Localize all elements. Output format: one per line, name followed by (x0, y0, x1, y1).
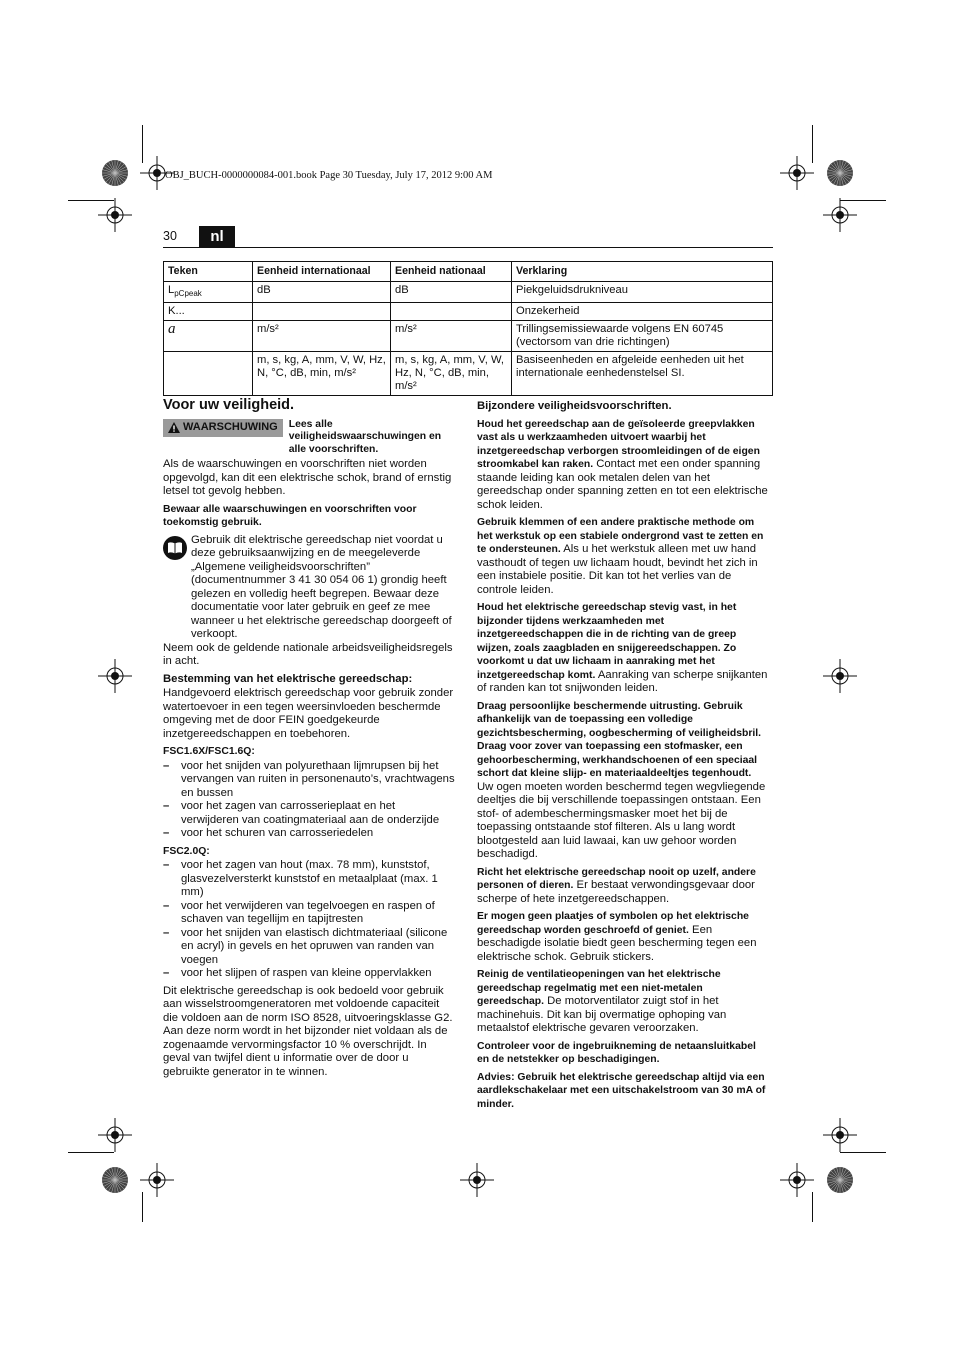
registration-crosshair-icon (98, 198, 132, 232)
crop-mark-line (142, 1192, 143, 1222)
list-item: – voor het schuren van carrosseriedelen (163, 827, 456, 841)
table-row (164, 303, 773, 321)
safety-rule-text: De motorventilator zuigt stof in het machinehuis. Dit kan bij overmatige ophoping van metaalstof elektrische gevaren veroorzaken. (477, 995, 727, 1034)
subheading-fsc2: FSC2.0Q: (163, 845, 210, 857)
registration-starburst-icon (826, 159, 854, 187)
symbol-cell (164, 352, 253, 396)
symbol-cell: a (164, 321, 253, 352)
table-row (164, 321, 773, 352)
safety-rule-bold: Houd het elektrische gereedschap stevig vast, in het bijzonder tijdens werkzaamheden met inzetgereedschappen die in de richting van de greep wijzen, zoals zaagbladen en snijgereedschappen. Zo voorkomt u dat uw lichaam in aanraking met het inzetgereedschap komt. (477, 602, 737, 681)
paragraph: Neem ook de geldende nationale arbeidsveiligheidsregels in acht. (163, 641, 453, 667)
safety-rule-bold: Draag persoonlijke beschermende uitrusting. Gebruik afhankelijk van de toepassing een volledige gezichtsbescherming, oogbescherming of veiligheidsbril. Draag voor zover van toepassing een stofmasker, een gehoorbescherming, werkhandschoenen of een speciaal schort dat kleine slijp- en materiaaldeeltjes tegenhoudt. (477, 700, 762, 779)
symbol-main: L (168, 284, 175, 296)
crop-mark-line (68, 200, 114, 201)
symbol-cell (164, 282, 253, 303)
safety-rule (477, 700, 770, 862)
list-item: – voor het zagen van carrosserieplaat en het verwijderen van coatingmateriaal aan de onderzijde (163, 800, 456, 827)
safety-rule (477, 866, 770, 907)
unit-intl-cell: dB (253, 282, 391, 303)
table-row (164, 282, 773, 303)
list-item: – voor het verwijderen van tegelvoegen en raspen of schaven van tegellijm en tapijtresten (163, 900, 456, 927)
paragraph: Handgevoerd elektrisch gereedschap voor gebruik zonder watertoevoer in een tegen weersinvloeden beschermde omgeving met de door FEIN goedgekeurde inzetgereedschappen en toebehoren. (163, 687, 454, 740)
unit-national-cell: m/s² (391, 321, 512, 352)
paragraph: Als de waarschuwingen en voorschriften niet worden opgevolgd, kan dit een elektrische schok, brand of ernstig letsel tot gevolg hebben. (163, 458, 452, 497)
paragraph: Gebruik dit elektrische gereedschap niet voordat u deze gebruiksaanwijzing en de meegeleverde „Algemene veiligheidsvoorschriften” (documentnummer 3 41 30 054 06 1) grondig heeft gelezen en volledig heeft begrepen. Bewaar deze documentatie voor later gebruik en geef ze mee wanneer u het elektrische gereedschap doorgeeft of verkoopt. (191, 533, 452, 640)
subheading-fsc1: FSC1.6X/FSC1.6Q: (163, 746, 255, 757)
warning-text: Lees alle veiligheidswaarschuwingen en alle voorschriften. (288, 418, 442, 455)
safety-rule (477, 910, 770, 964)
registration-crosshair-icon (98, 659, 132, 693)
unit-national-cell (391, 303, 512, 321)
unit-intl-cell: m, s, kg, A, mm, V, W, Hz, N, °C, dB, min, m/s² (253, 352, 391, 396)
crop-mark-line (812, 125, 813, 163)
safety-rule-bold: Reinig de ventilatieopeningen van het elektrische gereedschap regelmatig met een niet-metalen gereedschap. (477, 969, 721, 1007)
warning-triangle-icon (168, 422, 180, 433)
safety-rule-text: Een beschadigde isolatie biedt geen bescherming tegen een elektrische schok. Gebruik stickers. (477, 923, 757, 963)
symbol-subscript: pCpeak (174, 289, 202, 299)
explanation-cell: Trillingsemissiewaarde volgens EN 60745 (vectorsom van drie richtingen) (512, 321, 773, 352)
registration-crosshair-icon (460, 1163, 494, 1197)
header-rule (163, 247, 773, 248)
registration-starburst-icon (101, 159, 129, 187)
safety-rule (477, 1071, 770, 1112)
registration-crosshair-icon (823, 1118, 857, 1152)
symbol-table (163, 261, 773, 396)
language-badge: nl (199, 226, 235, 247)
safety-rule (477, 516, 770, 597)
explanation-cell: Piekgeluidsdrukniveau (512, 282, 773, 303)
safety-rule-text: Contact met een onder spanning staande leiding kan ook metalen delen van het gereedschap onder spanning zetten en tot een elektrische schok leiden. (477, 458, 768, 511)
use-list-fsc2 (163, 859, 456, 981)
unit-intl-cell (253, 303, 391, 321)
safety-rule (477, 601, 770, 696)
list-item: – voor het zagen van hout (max. 78 mm), kunststof, glasvezelversterkt kunststof en metaalplaat (max. 1 mm) (163, 859, 456, 900)
section-title-special-safety: Bijzondere veiligheidsvoorschriften. (477, 400, 672, 412)
safety-rule-text: Uw ogen moeten worden beschermd tegen wegvliegende deeltjes die bij verschillende toepassingen ontstaan. Een stof- of adembeschermingsmasker moet het bij de toepassing ontstaande stof filteren. Als u lang wordt blootgesteld aan luid lawaai, kan uw gehoor worden beschadigd. (477, 780, 766, 860)
page-number: 30 (163, 229, 177, 243)
registration-crosshair-icon (780, 1163, 814, 1197)
unit-national-cell: m, s, kg, A, mm, V, W, Hz, N, °C, dB, min, m/s² (391, 352, 512, 396)
unit-intl-cell: m/s² (253, 321, 391, 352)
safety-rule (477, 418, 770, 513)
safety-rule-text: Aanraking van scherpe snijkanten of randen kan tot snijwonden leiden. (477, 668, 768, 694)
list-item: – voor het snijden van polyurethaan lijmrupsen bij het vervangen van ruiten in personenauto’s, vrachtwagens en bussen (163, 760, 456, 801)
registration-crosshair-icon (140, 1163, 174, 1197)
crop-mark-line (840, 1152, 886, 1153)
table-header-cell: Verklaring (512, 262, 773, 282)
registration-crosshair-icon (823, 198, 857, 232)
section-title-safety: Voor uw veiligheid. (163, 397, 295, 413)
symbol-cell: K... (164, 303, 253, 321)
safety-rule-bold: Advies: Gebruik het elektrische gereedschap altijd via een aardlekschakelaar met een uitschakelstroom van 30 mA of minder. (477, 1071, 766, 1110)
safety-rule (477, 1040, 770, 1067)
table-header-cell: Eenheid nationaal (391, 262, 512, 282)
safety-rule-text: Als u het werkstuk alleen met uw hand vasthoudt of tegen uw lichaam houdt, bevindt het zich in een instabiele positie. Dit kan tot het verlies van de controle leiden. (477, 543, 758, 596)
warning-block (163, 419, 456, 457)
use-list-fsc1 (163, 760, 456, 841)
table-header-cell: Eenheid internationaal (253, 262, 391, 282)
crop-mark-line (68, 1152, 114, 1153)
registration-starburst-icon (826, 1166, 854, 1194)
print-header-line: OBJ_BUCH-0000000084-001.book Page 30 Tuesday, July 17, 2012 9:00 AM (165, 170, 493, 181)
safety-rule-bold: Gebruik klemmen of een andere praktische methode om het werkstuk op een stabiele ondergrond vast te zetten en te ondersteunen. (477, 517, 764, 555)
paragraph: Dit elektrische gereedschap is ook bedoeld voor gebruik aan wisselstroomgeneratoren met voldoende capaciteit die voldoen aan de norm ISO 8528, uitvoeringsklasse G2. Aan deze norm wordt in het bijzonder niet voldaan als de zogenaamde vervormingsfactor 10 % overschrijdt. In geval van twijfel dient u informatie over de door u gebruikte generator in te winnen. (163, 984, 453, 1078)
safety-rule-text: Er bestaat verwondingsgevaar door scherpe of hete inzetgereedschappen. (477, 879, 755, 905)
safety-rule-bold: Er mogen geen plaatjes of symbolen op het elektrische gereedschap worden geschroefd of geniet. (477, 911, 749, 936)
warning-badge-label: WAARSCHUWING (183, 420, 278, 433)
registration-starburst-icon (101, 1166, 129, 1194)
list-item: – voor het slijpen of raspen van kleine oppervlakken (163, 967, 456, 981)
right-column (477, 400, 770, 1115)
crop-mark-line (142, 125, 143, 163)
safety-rule (477, 968, 770, 1036)
crop-mark-line (812, 1192, 813, 1222)
paragraph-bold: Bewaar alle waarschuwingen en voorschriften voor toekomstig gebruik. (163, 503, 417, 528)
read-manual-icon (163, 536, 187, 560)
table-header-cell: Teken (164, 262, 253, 282)
list-item: – voor het snijden van elastisch dichtmateriaal (silicone en acryl) in gevels en het opruwen van randen van voegen (163, 927, 456, 968)
registration-crosshair-icon (823, 659, 857, 693)
explanation-cell: Basiseenheden en afgeleide eenheden uit het internationale eenhedenstelsel SI. (512, 352, 773, 396)
registration-crosshair-icon (780, 156, 814, 190)
explanation-cell: Onzekerheid (512, 303, 773, 321)
safety-rule-bold: Richt het elektrische gereedschap nooit op uzelf, andere personen of dieren. (477, 866, 756, 891)
manual-notice (163, 534, 456, 642)
left-column (163, 399, 456, 1083)
table-row (164, 352, 773, 396)
safety-rule-bold: Houd het gereedschap aan de geïsoleerde greepvlakken vast als u werkzaamheden uitvoert waarbij het inzetgereedschap verborgen stroomleidingen of de eigen stroomkabel kan raken. (477, 418, 760, 470)
warning-badge (163, 419, 283, 437)
registration-crosshair-icon (98, 1118, 132, 1152)
crop-mark-line (840, 200, 886, 201)
safety-rule-bold: Controleer voor de ingebruikneming de netaansluitkabel en de netstekker op beschadigingen. (477, 1040, 756, 1065)
unit-national-cell: dB (391, 282, 512, 303)
table-header-row (164, 262, 773, 282)
subheading-intended-use: Bestemming van het elektrische gereedschap: (163, 672, 413, 685)
